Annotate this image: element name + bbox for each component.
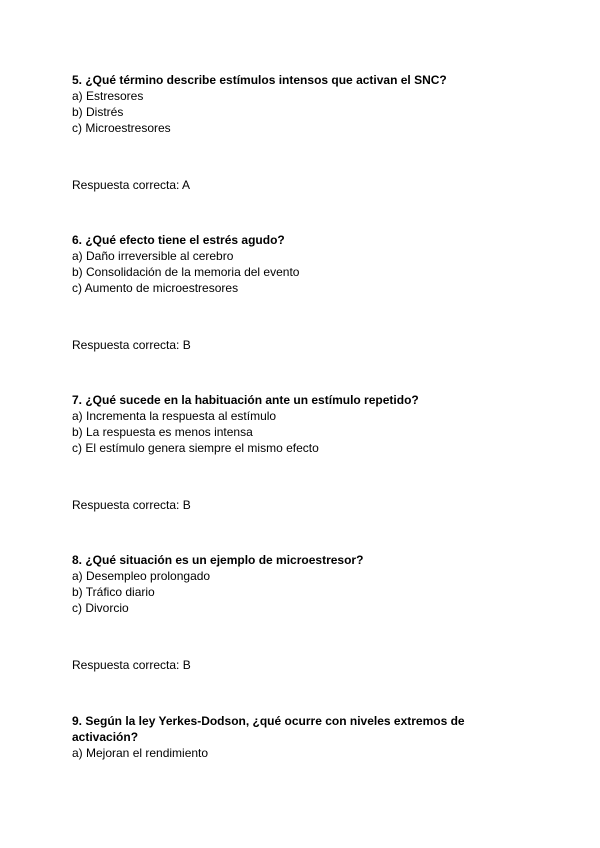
option-a: a) Incrementa la respuesta al estímulo (72, 409, 277, 423)
option-c: c) Divorcio (72, 601, 129, 615)
correct-answer-6: Respuesta correcta: B (72, 338, 191, 352)
question-title: 8. ¿Qué situación es un ejemplo de microestresor? (72, 553, 364, 567)
correct-answer-7: Respuesta correcta: B (72, 498, 191, 512)
question-6 (72, 232, 542, 296)
question-title: 9. Según la ley Yerkes-Dodson, ¿qué ocurre con niveles extremos de activación? (72, 714, 465, 744)
question-7 (72, 392, 542, 456)
option-b: b) Distrés (72, 105, 124, 119)
option-b: b) Consolidación de la memoria del evento (72, 265, 300, 279)
question-title: 5. ¿Qué término describe estímulos intensos que activan el SNC? (72, 73, 447, 87)
question-title: 6. ¿Qué efecto tiene el estrés agudo? (72, 233, 285, 247)
question-8 (72, 552, 542, 616)
option-a: a) Mejoran el rendimiento (72, 746, 209, 760)
question-5 (72, 72, 542, 136)
option-b: b) Tráfico diario (72, 585, 155, 599)
option-c: c) El estímulo genera siempre el mismo efecto (72, 441, 319, 455)
option-b: b) La respuesta es menos intensa (72, 425, 253, 439)
correct-answer-8: Respuesta correcta: B (72, 658, 191, 672)
option-c: c) Microestresores (72, 121, 171, 135)
option-c: c) Aumento de microestresores (72, 281, 239, 295)
question-9 (72, 713, 472, 761)
option-a: a) Estresores (72, 89, 144, 103)
option-a: a) Daño irreversible al cerebro (72, 249, 234, 263)
question-title: 7. ¿Qué sucede en la habituación ante un estímulo repetido? (72, 393, 419, 407)
correct-answer-5: Respuesta correcta: A (72, 178, 191, 192)
option-a: a) Desempleo prolongado (72, 569, 211, 583)
